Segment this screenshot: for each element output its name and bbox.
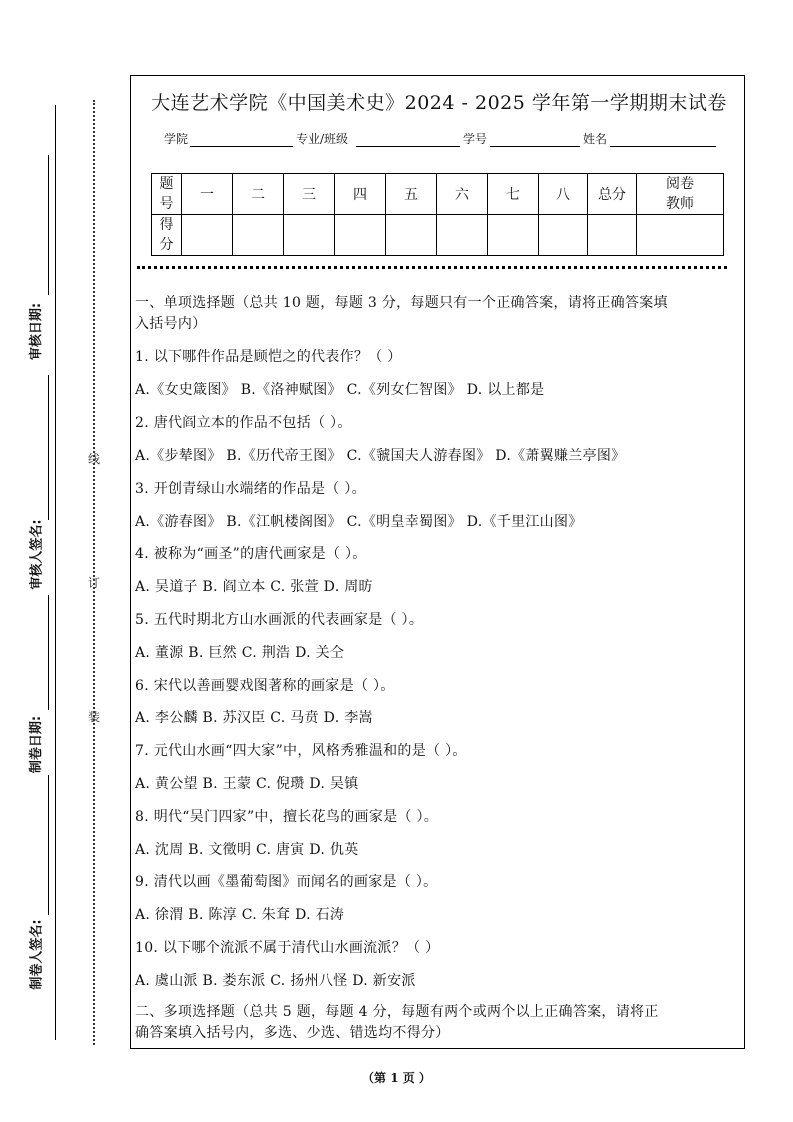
grader-label: 阅卷	[666, 176, 694, 192]
sidebar-rule	[55, 105, 56, 1040]
question-10-options: A. 虞山派 B. 娄东派 C. 扬州八怪 D. 新安派	[135, 973, 416, 989]
section1-heading-line1: 一、单项选择题（总共 10 题，每题 3 分，每题只有一个正确答案，请将正确答案填	[135, 295, 668, 311]
col-header: 八	[539, 174, 588, 215]
major-label: 专业/班级	[296, 132, 349, 146]
question-1-options: A.《女史箴图》 B.《洛神赋图》 C.《列女仁智图》 D. 以上都是	[135, 382, 545, 398]
section1-heading	[135, 293, 740, 335]
college-field[interactable]	[190, 146, 293, 147]
score-cell[interactable]	[182, 215, 233, 256]
header-cell-score	[152, 215, 182, 256]
score-cell[interactable]	[437, 215, 488, 256]
question-3: 3. 开创青绿山水端绪的作品是（ ）。	[135, 481, 366, 497]
maker-sign-blank	[48, 775, 49, 915]
question-4: 4. 被称为“画圣”的唐代画家是（ ）。	[135, 546, 367, 562]
section1-heading-line2: 入括号内）	[135, 316, 207, 332]
question-1: 1. 以下哪件作品是顾恺之的代表作？（ ）	[135, 349, 402, 365]
bind-mark-bind: 装	[88, 710, 101, 724]
score-cell[interactable]	[233, 215, 284, 256]
score-cell-grader[interactable]	[637, 215, 724, 256]
question-5: 5. 五代时期北方山水画派的代表画家是（ ）。	[135, 612, 424, 628]
header-char: 题	[159, 176, 174, 192]
score-table-score-row	[152, 215, 724, 256]
maker-date-label: 制卷日期:	[29, 715, 45, 774]
question-5-options: A. 董源 B. 巨然 C. 荆浩 D. 关仝	[135, 645, 345, 661]
header-char: 号	[159, 196, 174, 212]
score-cell[interactable]	[386, 215, 437, 256]
question-6: 6. 宋代以善画婴戏图著称的画家是（ ）。	[135, 678, 395, 694]
col-header: 一	[182, 174, 233, 215]
section-divider	[137, 266, 727, 269]
question-9-options: A. 徐渭 B. 陈淳 C. 朱耷 D. 石涛	[135, 907, 345, 923]
name-label: 姓名	[583, 132, 608, 146]
section2-heading	[135, 1002, 740, 1044]
maker-date-blank	[48, 595, 49, 710]
grader-label: 教师	[666, 196, 694, 212]
bind-mark-line: 线	[88, 452, 101, 466]
exam-title: 大连艺术学院《中国美术史》2024 - 2025 学年第一学期期末试卷	[151, 92, 727, 114]
col-header: 七	[488, 174, 539, 215]
col-header-total: 总分	[588, 174, 637, 215]
question-9: 9. 清代以画《墨葡萄图》而闻名的画家是（ ）。	[135, 874, 438, 890]
section2-heading-line1: 二、多项选择题（总共 5 题，每题 4 分，每题有两个或两个以上正确答案，请将正	[135, 1004, 659, 1020]
score-cell-total[interactable]	[588, 215, 637, 256]
score-cell[interactable]	[488, 215, 539, 256]
col-header: 五	[386, 174, 437, 215]
review-date-label: 审核日期:	[29, 302, 45, 361]
question-3-options: A.《游春图》 B.《江帆楼阁图》 C.《明皇幸蜀图》 D.《千里江山图》	[135, 514, 583, 530]
page-number: （第 1 页 ）	[362, 1071, 431, 1085]
col-header: 四	[335, 174, 386, 215]
section2-heading-line2: 确答案填入括号内，多选、少选、错选均不得分）	[135, 1025, 450, 1041]
major-field[interactable]	[356, 146, 460, 147]
score-cell[interactable]	[539, 215, 588, 256]
review-date-blank	[48, 155, 49, 295]
header-char: 得	[159, 217, 174, 233]
score-cell[interactable]	[335, 215, 386, 256]
binding-dotted-line	[93, 100, 95, 1045]
reviewer-sign-blank	[48, 375, 49, 520]
reviewer-sign-label: 审核人签名:	[29, 519, 45, 590]
student-id-label: 学号	[463, 132, 488, 146]
question-7-options: A. 黄公望 B. 王蒙 C. 倪瓒 D. 吴镇	[135, 776, 359, 792]
score-table	[151, 173, 724, 256]
question-7: 7. 元代山水画“四大家”中，风格秀雅温和的是（ ）。	[135, 743, 467, 759]
question-2: 2. 唐代阎立本的作品不包括（ ）。	[135, 415, 352, 431]
header-char: 分	[159, 237, 174, 253]
question-8-options: A. 沈周 B. 文徵明 C. 唐寅 D. 仇英	[135, 842, 359, 858]
col-header: 三	[284, 174, 335, 215]
col-header-grader	[637, 174, 724, 215]
name-field[interactable]	[610, 146, 716, 147]
bind-mark-staple: 订	[88, 576, 101, 590]
maker-sign-label: 制卷人签名:	[29, 919, 45, 990]
question-2-options: A.《步辇图》 B.《历代帝王图》 C.《虢国夫人游春图》 D.《萧翼赚兰亭图》	[135, 448, 626, 464]
header-cell-question-no	[152, 174, 182, 215]
question-8: 8. 明代“吴门四家”中，擅长花鸟的画家是（ ）。	[135, 809, 439, 825]
question-10: 10. 以下哪个流派不属于清代山水画流派？（ ）	[135, 940, 440, 956]
col-header: 六	[437, 174, 488, 215]
student-id-field[interactable]	[490, 146, 580, 147]
score-cell[interactable]	[284, 215, 335, 256]
score-table-header-row	[152, 174, 724, 215]
college-label: 学院	[164, 132, 189, 146]
col-header: 二	[233, 174, 284, 215]
question-4-options: A. 吴道子 B. 阎立本 C. 张萱 D. 周昉	[135, 579, 373, 595]
question-6-options: A. 李公麟 B. 苏汉臣 C. 马贲 D. 李嵩	[135, 710, 373, 726]
